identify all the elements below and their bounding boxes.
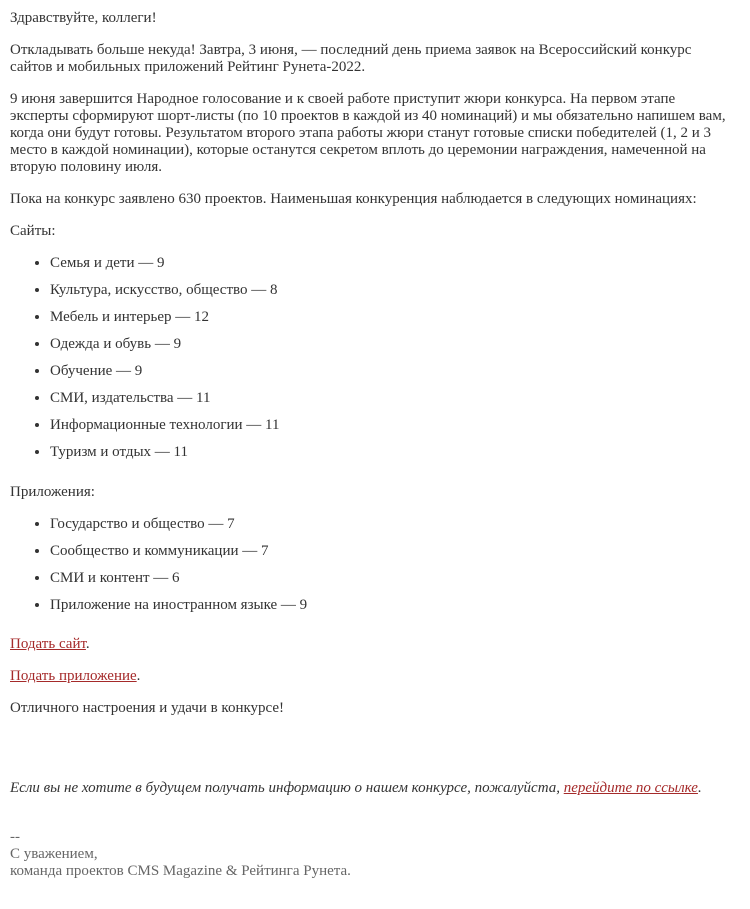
list-item: • Туризм и отдых — 11 <box>50 444 734 461</box>
list-item: • Одежда и обувь — 9 <box>50 336 734 353</box>
list-item: • Обучение — 9 <box>50 363 734 380</box>
greeting: Здравствуйте, коллеги! <box>10 10 157 26</box>
apps-nominations-list <box>10 516 734 614</box>
period: . <box>697 780 702 796</box>
unsubscribe-text: Если вы не хотите в будущем получать информацию о нашем конкурсе, пожалуйста, <box>10 780 564 796</box>
list-item: • Информационные технологии — 11 <box>50 417 734 434</box>
signature-team: команда проектов CMS Magazine & Рейтинга Рунета. <box>10 863 351 879</box>
list-item: • Сообщество и коммуникации — 7 <box>50 543 734 560</box>
projects-count-paragraph: Пока на конкурс заявлено 630 проектов. Наименьшая конкуренция наблюдается в следующих номинациях: <box>10 191 697 207</box>
list-item: • Мебель и интерьер — 12 <box>50 309 734 326</box>
sites-nominations-list <box>10 255 734 461</box>
closing-line: Отличного настроения и удачи в конкурсе! <box>10 700 285 716</box>
signature-regards: С уважением, <box>10 846 98 862</box>
list-item: • СМИ, издательства — 11 <box>50 390 734 407</box>
period: . <box>85 636 90 652</box>
list-item: • Государство и общество — 7 <box>50 516 734 533</box>
list-item: • СМИ и контент — 6 <box>50 570 734 587</box>
signature <box>10 829 734 880</box>
apps-heading: Приложения: <box>10 484 95 500</box>
list-item: • Культура, искусство, общество — 8 <box>50 282 734 299</box>
signature-dash: -- <box>10 829 20 845</box>
period: . <box>136 668 141 684</box>
unsubscribe-link[interactable]: перейдите по ссылке <box>563 780 698 796</box>
list-item: • Приложение на иностранном языке — 9 <box>50 597 734 614</box>
list-item: • Семья и дети — 9 <box>50 255 734 272</box>
intro-paragraph: Откладывать больше некуда! Завтра, 3 июня, — последний день приема заявок на Всероссийский конкурс сайтов и мобильных приложений Рейтинг Рунета-2022. <box>10 42 692 75</box>
voting-paragraph: 9 июня завершится Народное голосование и к своей работе приступит жюри конкурса. На первом этапе эксперты сформируют шорт-листы (по 10 проектов в каждой из 40 номинаций) и мы обязательно напишем вам, когда они будут готовы. Результатом второго этапа работы жюри станут готовые списки победителей (1, 2 и 3 место в каждой номинации), которые останутся секретом вплоть до церемонии награждения, намеченной на вторую половину июля. <box>10 91 726 175</box>
submit-app-line <box>10 668 734 685</box>
submit-app-link[interactable]: Подать приложение <box>10 668 137 684</box>
unsubscribe-line <box>10 780 734 797</box>
submit-site-link[interactable]: Подать сайт <box>10 636 86 652</box>
submit-site-line <box>10 636 734 653</box>
sites-heading: Сайты: <box>10 223 56 239</box>
